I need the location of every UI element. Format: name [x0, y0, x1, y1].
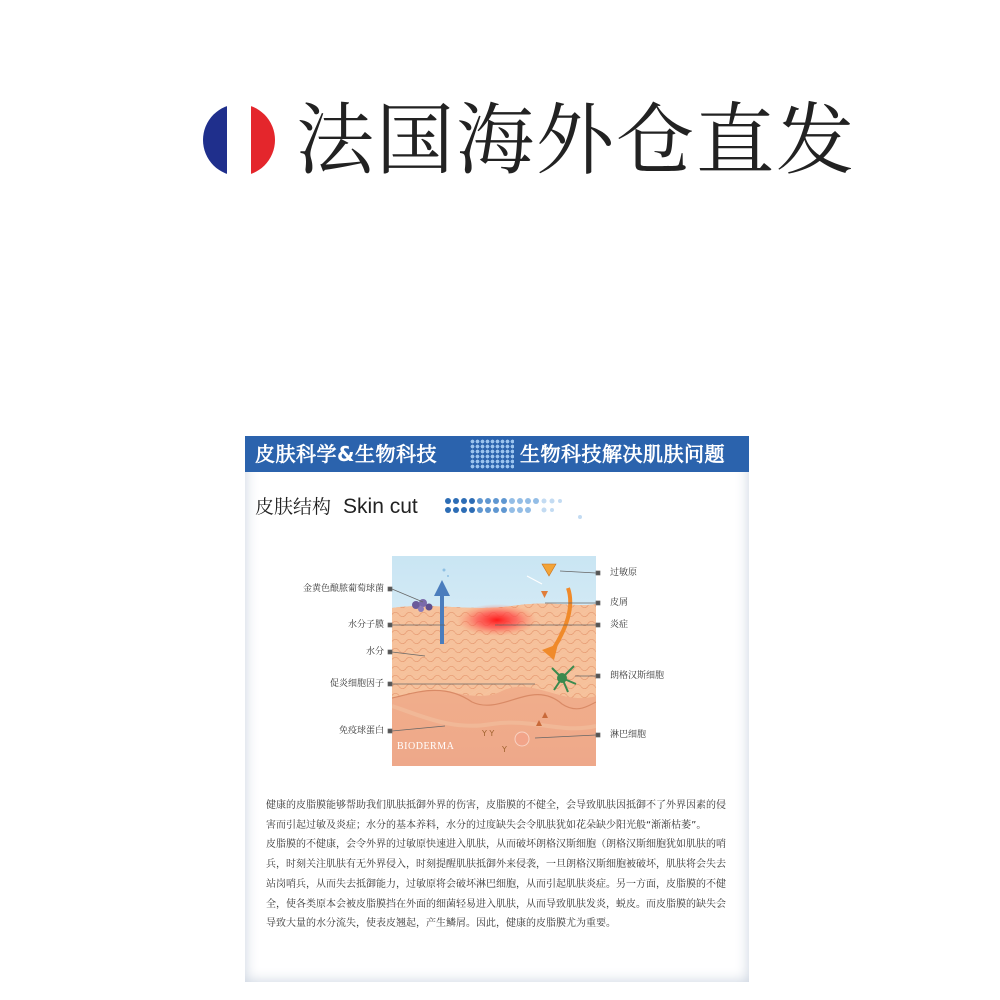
- svg-text:Y: Y: [502, 745, 507, 754]
- skin-cross-section-illustration: [392, 556, 596, 766]
- label-inflammation: 炎症: [610, 620, 629, 630]
- banner-right-text: 生物科技解决肌肤问题: [520, 442, 725, 466]
- bioderma-logo: BIODERMA: [397, 741, 455, 752]
- label-allergen: 过敏原: [610, 568, 638, 578]
- label-langerhans-cell: 朗格汉斯细胞: [610, 671, 665, 681]
- paragraph-1: 健康的皮脂膜能够帮助我们肌肤抵御外界的伤害，皮脂膜的不健全，会导致肌肤因抵御不了外界因素的侵害而引起过敏及炎症；水分的基本养料，水分的过度缺失会令肌肤犹如花朵缺少阳光般“渐渐枯萎”。: [266, 800, 726, 831]
- section-title-cn: 皮肤结构: [255, 496, 332, 518]
- svg-text:Y Y: Y Y: [482, 729, 495, 738]
- label-immunoglobulin: 免疫球蛋白: [338, 726, 384, 736]
- label-staphylococcus: 金黄色酿脓葡萄球菌: [302, 584, 384, 594]
- label-lymphocyte: 淋巴细胞: [610, 730, 647, 740]
- paragraph-2: 皮脂膜的不健康，会令外界的过敏原快速进入肌肤，从而破坏朗格汉斯细胞（朗格汉斯细胞犹如肌肤的哨兵，时刻关注肌肤有无外界侵入，时刻提醒肌肤抵御外来侵袭，一旦朗格汉斯细胞被破坏，肌肤将会失去站岗哨兵，从而失去抵御能力，过敏原将会破坏淋巴细胞，从而引起肌肤炎症。另一方面，皮脂膜的不健全，使各类原本会被皮脂膜挡在外面的细菌轻易进入肌肤，从而导致肌肤发炎，蜕皮。而皮脂膜的缺失会导致大量的水分流失，使表皮翘起，产生鳞屑。因此，健康的皮脂膜尤为重要。: [266, 839, 726, 930]
- description-text: [266, 796, 734, 934]
- banner-left-text: 皮肤科学&生物科技: [255, 442, 437, 466]
- banner-dot-pattern: [470, 439, 514, 469]
- section-dot-pattern: [444, 496, 594, 520]
- banner: [245, 436, 749, 472]
- section-title-en: Skin cut: [343, 495, 418, 518]
- section-title: [255, 492, 418, 522]
- skin-science-poster: [245, 436, 749, 982]
- label-water: 水分: [365, 647, 384, 657]
- label-water-film: 水分子膜: [347, 620, 384, 630]
- france-flag-icon: [203, 104, 275, 176]
- page-title: 法国海外仓直发: [296, 96, 857, 186]
- label-dander: 皮屑: [610, 598, 629, 608]
- label-cytokines: 促炎细胞因子: [329, 679, 384, 689]
